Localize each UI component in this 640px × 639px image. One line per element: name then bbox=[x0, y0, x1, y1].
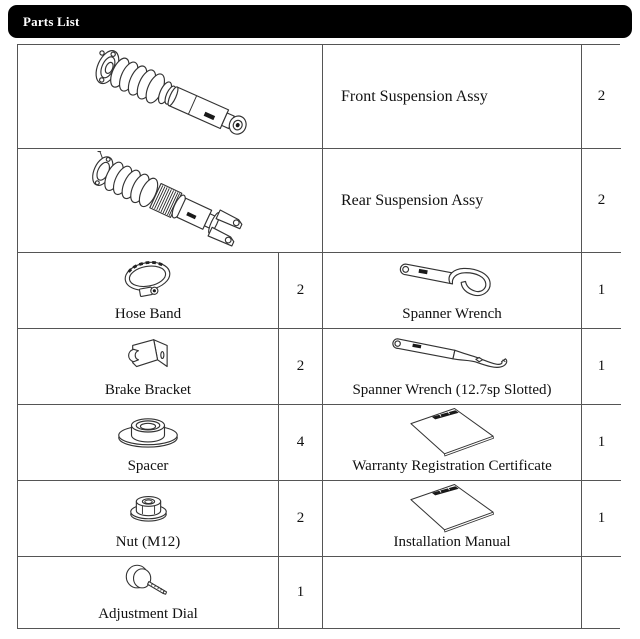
part-cell bbox=[18, 481, 279, 557]
front-suspension-icon bbox=[88, 48, 253, 145]
part-cell bbox=[18, 557, 279, 628]
part-label: Rear Suspension Assy bbox=[341, 191, 484, 209]
part-cell bbox=[18, 329, 279, 405]
brake-bracket-icon bbox=[18, 329, 278, 383]
part-label: Nut (M12) bbox=[115, 534, 181, 550]
part-cell bbox=[323, 329, 582, 405]
installation-manual-icon bbox=[323, 481, 581, 535]
warranty-certificate-icon bbox=[323, 405, 581, 459]
part-qty: 2 bbox=[582, 149, 621, 253]
part-name-cell bbox=[323, 149, 582, 253]
parts-table bbox=[17, 44, 620, 629]
part-cell bbox=[323, 481, 582, 557]
empty-part-cell bbox=[323, 557, 582, 628]
part-qty: 1 bbox=[582, 481, 621, 557]
page-header bbox=[8, 5, 632, 38]
part-label: Hose Band bbox=[114, 306, 182, 322]
part-label: Adjustment Dial bbox=[98, 606, 198, 622]
part-label: Spacer bbox=[127, 458, 169, 474]
part-label: Spanner Wrench bbox=[402, 306, 502, 322]
nut-m12-icon bbox=[18, 481, 278, 535]
part-qty: 2 bbox=[582, 45, 621, 149]
part-cell bbox=[18, 405, 279, 481]
part-qty: 1 bbox=[582, 253, 621, 329]
part-qty: 2 bbox=[279, 481, 323, 557]
page-title: Parts List bbox=[23, 13, 80, 29]
part-image-cell bbox=[18, 45, 323, 149]
part-qty: 2 bbox=[279, 253, 323, 329]
adjustment-dial-icon bbox=[18, 557, 278, 607]
part-qty: 1 bbox=[279, 557, 323, 628]
part-label: Brake Bracket bbox=[104, 382, 192, 398]
part-cell bbox=[18, 253, 279, 329]
part-name-cell bbox=[323, 45, 582, 149]
part-cell bbox=[323, 253, 582, 329]
empty-qty-cell bbox=[582, 557, 621, 628]
part-qty: 4 bbox=[279, 405, 323, 481]
part-label: Installation Manual bbox=[393, 534, 511, 550]
part-label: Warranty Registration Certificate bbox=[352, 458, 552, 474]
spanner-wrench-slotted-icon bbox=[323, 329, 581, 383]
part-label: Spanner Wrench (12.7sp Slotted) bbox=[352, 382, 552, 398]
part-qty: 1 bbox=[582, 405, 621, 481]
part-image-cell bbox=[18, 149, 323, 253]
part-qty: 1 bbox=[582, 329, 621, 405]
part-qty: 2 bbox=[279, 329, 323, 405]
part-label: Front Suspension Assy bbox=[341, 87, 488, 105]
part-cell bbox=[323, 405, 582, 481]
spanner-wrench-icon bbox=[323, 253, 581, 307]
hose-band-icon bbox=[18, 253, 278, 307]
spacer-icon bbox=[18, 405, 278, 459]
rear-suspension-icon bbox=[88, 151, 253, 251]
